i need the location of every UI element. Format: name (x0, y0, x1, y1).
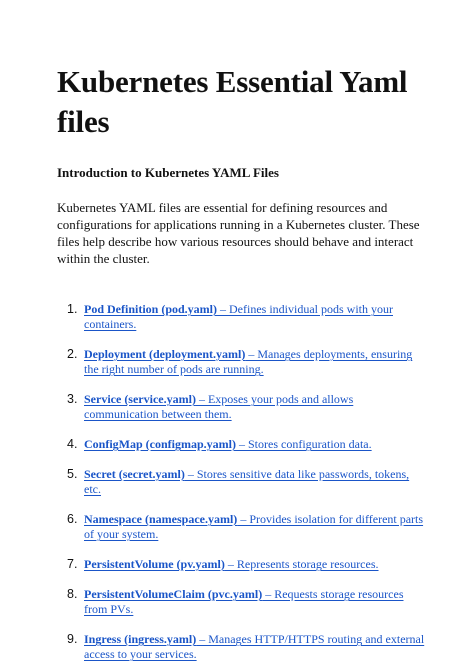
link-description: – Defines individual pods with your containers. (84, 302, 393, 331)
link-title: Ingress (ingress.yaml) (84, 632, 197, 646)
list-item-number: 5. (67, 467, 78, 481)
link-description: – Exposes your pods and allows communication between them. (84, 392, 354, 421)
list-item (57, 392, 427, 422)
link-service[interactable] (84, 392, 353, 421)
link-title: Secret (secret.yaml) (84, 467, 185, 481)
link-description: – Stores sensitive data like passwords, tokens, etc. (84, 467, 410, 496)
link-persistent-volume[interactable] (84, 557, 379, 571)
list-item-number: 9. (67, 632, 78, 646)
list-item-number: 7. (67, 557, 78, 571)
intro-paragraph: Kubernetes YAML files are essential for defining resources and configurations for applications running in a Kubernetes cluster. These files help describe how various resources should behave and interact within the cluster. (57, 200, 420, 266)
list-item (57, 512, 427, 542)
list-item-number: 6. (67, 512, 78, 526)
link-ingress[interactable] (84, 632, 424, 661)
section-heading: Introduction to Kubernetes YAML Files (57, 165, 279, 180)
yaml-files-list (57, 302, 434, 662)
link-title: Service (service.yaml) (84, 392, 196, 406)
link-description: – Provides isolation for different parts of your system. (84, 512, 424, 541)
link-pod-definition[interactable] (84, 302, 393, 331)
link-description: – Manages HTTP/HTTPS routing and external access to your services. (84, 632, 425, 661)
link-configmap[interactable] (84, 437, 372, 451)
link-secret[interactable] (84, 467, 409, 496)
list-item-number: 3. (67, 392, 78, 406)
list-item-number: 8. (67, 587, 78, 601)
link-description: – Manages deployments, ensuring the right number of pods are running. (84, 347, 413, 376)
list-item (57, 437, 427, 452)
link-title: PersistentVolumeClaim (pvc.yaml) (84, 587, 263, 601)
list-item (57, 557, 427, 572)
link-description: – Stores configuration data. (236, 437, 372, 451)
list-item-number: 2. (67, 347, 78, 361)
link-description: – Requests storage resources from PVs. (84, 587, 404, 616)
link-title: Pod Definition (pod.yaml) (84, 302, 218, 316)
link-namespace[interactable] (84, 512, 423, 541)
link-persistent-volume-claim[interactable] (84, 587, 404, 616)
link-title: ConfigMap (configmap.yaml) (84, 437, 236, 451)
list-item (57, 587, 427, 617)
link-title: Deployment (deployment.yaml) (84, 347, 246, 361)
link-title: PersistentVolume (pv.yaml) (84, 557, 225, 571)
link-title: Namespace (namespace.yaml) (84, 512, 238, 526)
list-item (57, 632, 427, 662)
list-item (57, 347, 427, 377)
page-title: Kubernetes Essential Yaml files (57, 64, 408, 139)
list-item-number: 4. (67, 437, 78, 451)
list-item (57, 302, 427, 332)
list-item-number: 1. (67, 302, 78, 316)
list-item (57, 467, 427, 497)
link-deployment[interactable] (84, 347, 412, 376)
link-description: – Represents storage resources. (224, 557, 379, 571)
